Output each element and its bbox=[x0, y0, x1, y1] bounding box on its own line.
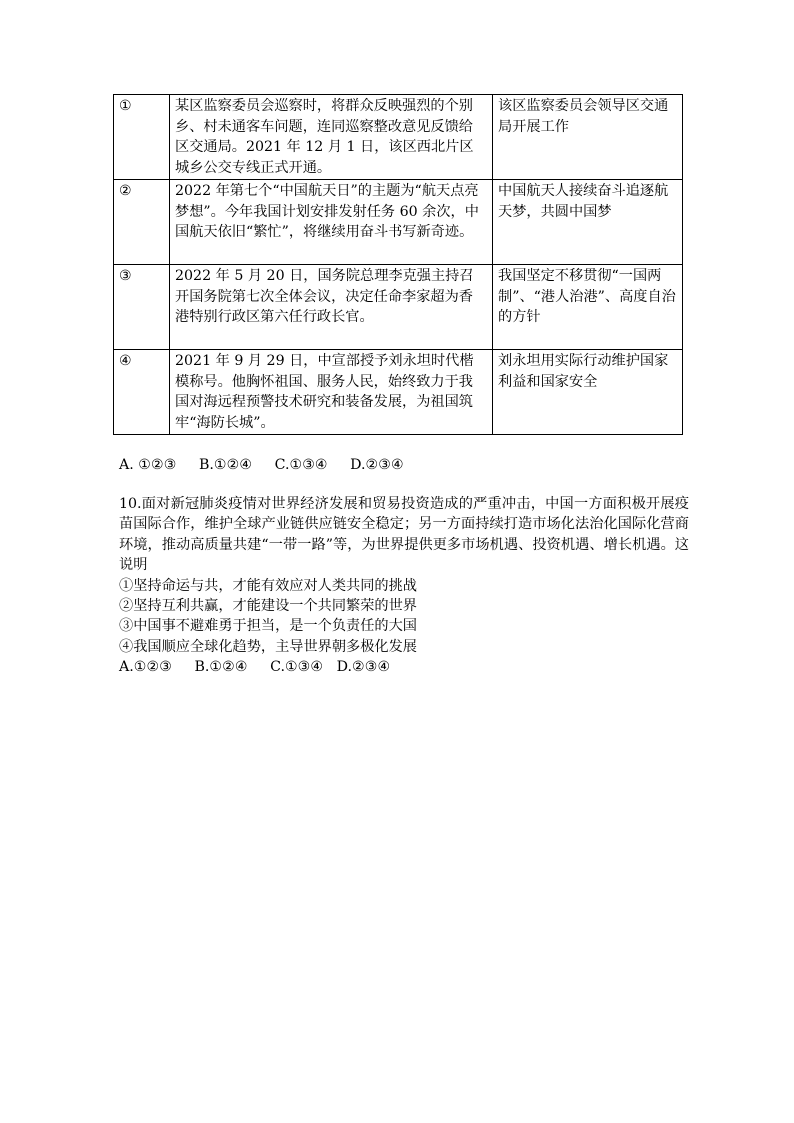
statement-item: ②坚持互利共赢，才能建设一个共同繁荣的世界 bbox=[119, 598, 417, 615]
row-number: ③ bbox=[114, 265, 170, 350]
row-number: ② bbox=[114, 180, 170, 265]
reason-cell: 该区监察委员会领导区交通局开展工作 bbox=[493, 95, 683, 180]
table-row bbox=[114, 350, 683, 435]
statement-item: ①坚持命运与共，才能有效应对人类共同的挑战 bbox=[119, 577, 417, 594]
table-row bbox=[114, 95, 683, 180]
statement-item: ④我国顺应全球化趋势，主导世界朝多极化发展 bbox=[119, 638, 417, 655]
row-number: ① bbox=[114, 95, 170, 180]
reason-cell: 刘永坦用实际行动维护国家利益和国家安全 bbox=[493, 350, 683, 435]
question-10-stem: 10.面对新冠肺炎疫情对世界经济发展和贸易投资造成的严重冲击，中国一方面积极开展疫苗国际合作，维护全球产业链供应链安全稳定；另一方面持续打造市场化法治化国际化营商环境，推动高质量共建“一带一路”等，为世界提供更多市场机遇、投资机遇、增长机遇。这说明 bbox=[119, 496, 689, 574]
event-cell: 2022 年 5 月 20 日，国务院总理李克强主持召开国务院第七次全体会议，决定任命李家超为香港特别行政区第六任行政长官。 bbox=[170, 265, 493, 350]
question-10 bbox=[119, 494, 689, 678]
reason-cell: 我国坚定不移贯彻“一国两制”、“港人治港”、高度自治的方针 bbox=[493, 265, 683, 350]
event-cell: 2021 年 9 月 29 日，中宣部授予刘永坦时代楷模称号。他胸怀祖国、服务人民，始终致力于我国对海远程预警技术研究和装备发展，为祖国筑牢“海防长城”。 bbox=[170, 350, 493, 435]
question-9-options: A. ①②③ B.①②④ C.①③④ D.②③④ bbox=[119, 457, 404, 473]
reason-cell: 中国航天人接续奋斗追逐航天梦，共圆中国梦 bbox=[493, 180, 683, 265]
question-10-options: A.①②③ B.①②④ C.①③④ D.②③④ bbox=[119, 659, 391, 676]
statement-item: ③中国事不避难勇于担当，是一个负责任的大国 bbox=[119, 618, 417, 635]
table-row bbox=[114, 265, 683, 350]
table-row bbox=[114, 180, 683, 265]
question-table bbox=[113, 94, 683, 435]
event-cell: 2022 年第七个“中国航天日”的主题为“航天点亮梦想”。今年我国计划安排发射任务 60 余次，中国航天依旧“繁忙”，将继续用奋斗书写新奇迹。 bbox=[170, 180, 493, 265]
row-number: ④ bbox=[114, 350, 170, 435]
event-cell: 某区监察委员会巡察时，将群众反映强烈的个别乡、村未通客车问题，连同巡察整改意见反馈给区交通局。2021 年 12 月 1 日，该区西北片区城乡公交专线正式开通。 bbox=[170, 95, 493, 180]
